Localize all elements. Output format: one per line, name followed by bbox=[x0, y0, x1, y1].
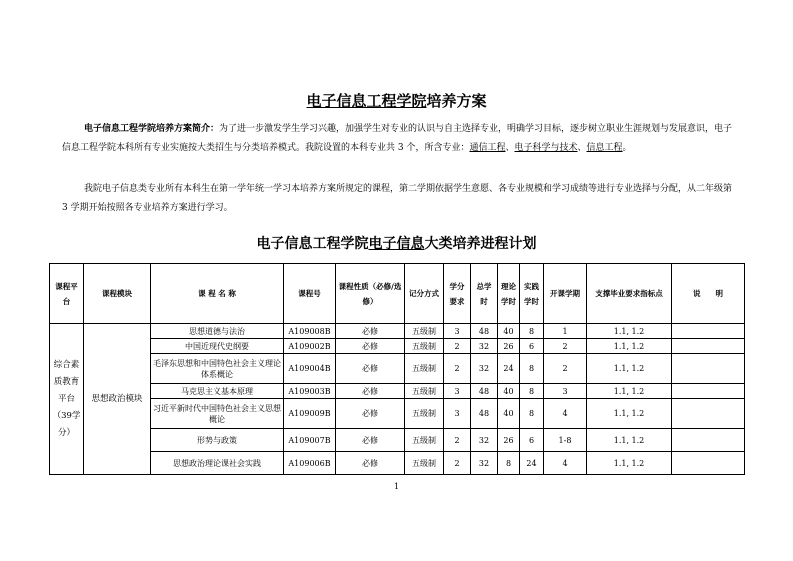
table-cell: A109006B bbox=[284, 452, 336, 475]
major-link: 电子科学与技术 bbox=[514, 143, 578, 153]
table-cell: 3 bbox=[444, 384, 471, 399]
page-number: 1 bbox=[393, 482, 400, 491]
table-cell: 五级制 bbox=[405, 324, 444, 339]
table-cell: 必修 bbox=[336, 354, 405, 384]
table-cell: 26 bbox=[498, 339, 520, 354]
table-cell: 1 bbox=[544, 324, 587, 339]
table-cell: 6 bbox=[520, 429, 544, 452]
sep: 。 bbox=[622, 143, 632, 153]
subtitle-part: 大类培养进程计划 bbox=[424, 236, 537, 252]
table-cell: 必修 bbox=[336, 339, 405, 354]
table-cell: 五级制 bbox=[405, 354, 444, 384]
table-cell: 8 bbox=[520, 354, 544, 384]
table-cell: 必修 bbox=[336, 399, 405, 429]
course-plan-table bbox=[49, 263, 745, 475]
table-cell: 26 bbox=[498, 429, 520, 452]
column-header: 开课学期 bbox=[544, 264, 587, 324]
table-row bbox=[50, 339, 745, 354]
table-cell: A109004B bbox=[284, 354, 336, 384]
table-cell: 4 bbox=[544, 452, 587, 475]
table-cell: 2 bbox=[544, 354, 587, 384]
major-link: 通信工程 bbox=[469, 143, 506, 153]
table-cell: 思想道德与法治 bbox=[151, 324, 284, 339]
column-header: 理论学时 bbox=[498, 264, 520, 324]
table-cell: 1.1, 1.2 bbox=[587, 429, 672, 452]
title-part: 培养方案 bbox=[426, 92, 487, 110]
second-paragraph: 我院电子信息类专业所有本科生在第一学年统一学习本培养方案所规定的课程，第二学期依据学生意愿、各专业规模和学习成绩等进行专业选择与分配，从二年级第 3 学期开始按照各专业培养方案进行学习。 bbox=[62, 184, 733, 213]
subtitle-part: 电子信息 bbox=[368, 236, 425, 252]
table-cell: 8 bbox=[520, 399, 544, 429]
intro-lead: 电子信息工程学院培养方案简介： bbox=[84, 124, 220, 134]
table-cell bbox=[672, 384, 745, 399]
table-cell: 五级制 bbox=[405, 339, 444, 354]
table-cell: 必修 bbox=[336, 324, 405, 339]
table-cell: 1.1, 1.2 bbox=[587, 354, 672, 384]
table-cell: 2 bbox=[444, 452, 471, 475]
table-row bbox=[50, 324, 745, 339]
table-cell: A109003B bbox=[284, 384, 336, 399]
sep: 、 bbox=[505, 143, 515, 153]
table-cell: 毛泽东思想和中国特色社会主义理论体系概论 bbox=[151, 354, 284, 384]
column-header: 记分方式 bbox=[405, 264, 444, 324]
table-cell: 32 bbox=[471, 452, 498, 475]
table-cell bbox=[672, 399, 745, 429]
table-cell: A109008B bbox=[284, 324, 336, 339]
table-cell bbox=[672, 339, 745, 354]
table-cell: 1.1, 1.2 bbox=[587, 384, 672, 399]
column-header: 学分要求 bbox=[444, 264, 471, 324]
major-link: 信息工程 bbox=[586, 143, 623, 153]
table-cell: 2 bbox=[544, 339, 587, 354]
table-cell: 24 bbox=[498, 354, 520, 384]
table-cell: 3 bbox=[444, 399, 471, 429]
table-cell: A109007B bbox=[284, 429, 336, 452]
table-cell: 习近平新时代中国特色社会主义思想概论 bbox=[151, 399, 284, 429]
table-row bbox=[50, 452, 745, 475]
table-cell: 2 bbox=[444, 429, 471, 452]
table-cell: 五级制 bbox=[405, 429, 444, 452]
column-header: 支撑毕业要求指标点 bbox=[587, 264, 672, 324]
platform-cell: 综合素质教育平台（39学分） bbox=[50, 324, 84, 475]
column-header: 课 程 名 称 bbox=[151, 264, 284, 324]
intro-text: 为了进一步激发学生学习兴趣，加强学生对专业的认识与自主选择专业，明确学习目标，逐步树立职业生涯规划与发展意识，电子信息工程学院本科所有专业实施按大类招生与分类培养模式。我院设置的本科专业共 3 个，所含专业： bbox=[62, 124, 733, 153]
table-row bbox=[50, 399, 745, 429]
column-header: 总学时 bbox=[471, 264, 498, 324]
table-cell bbox=[672, 354, 745, 384]
table-cell: 必修 bbox=[336, 452, 405, 475]
table-cell: 马克思主义基本原理 bbox=[151, 384, 284, 399]
table-cell: 1.1, 1.2 bbox=[587, 324, 672, 339]
table-cell: 思想政治理论课社会实践 bbox=[151, 452, 284, 475]
table-cell: 4 bbox=[544, 399, 587, 429]
table-cell: 8 bbox=[498, 452, 520, 475]
table-cell: 1.1, 1.2 bbox=[587, 399, 672, 429]
table-cell: 40 bbox=[498, 384, 520, 399]
table-cell: 32 bbox=[471, 339, 498, 354]
title-part: 电子信息工程学院 bbox=[306, 92, 427, 110]
table-cell: 五级制 bbox=[405, 399, 444, 429]
table-cell: 必修 bbox=[336, 429, 405, 452]
table-cell: 40 bbox=[498, 324, 520, 339]
table-cell: 五级制 bbox=[405, 452, 444, 475]
table-cell: 48 bbox=[471, 324, 498, 339]
header-row bbox=[50, 264, 745, 324]
table-cell: 必修 bbox=[336, 384, 405, 399]
intro-paragraph bbox=[62, 120, 734, 158]
table-cell: A109009B bbox=[284, 399, 336, 429]
table-row bbox=[50, 429, 745, 452]
column-header: 课程平台 bbox=[50, 264, 84, 324]
table-cell: 48 bbox=[471, 384, 498, 399]
table-cell bbox=[672, 324, 745, 339]
table-cell: 40 bbox=[498, 399, 520, 429]
sep: 、 bbox=[577, 143, 587, 153]
table-cell: 48 bbox=[471, 399, 498, 429]
subtitle-part: 电子信息工程学院 bbox=[256, 236, 369, 252]
table-cell: 8 bbox=[520, 324, 544, 339]
table-cell: 3 bbox=[444, 324, 471, 339]
table-cell: 五级制 bbox=[405, 384, 444, 399]
table-cell: 1.1, 1.2 bbox=[587, 452, 672, 475]
table-cell: 3 bbox=[544, 384, 587, 399]
page-title bbox=[0, 90, 793, 111]
column-header: 课程性质（必修/选修） bbox=[336, 264, 405, 324]
column-header: 实践学时 bbox=[520, 264, 544, 324]
table-cell: 24 bbox=[520, 452, 544, 475]
table-row bbox=[50, 384, 745, 399]
table-cell: A109002B bbox=[284, 339, 336, 354]
table-cell: 形势与政策 bbox=[151, 429, 284, 452]
table-cell: 2 bbox=[444, 339, 471, 354]
module-cell: 思想政治模块 bbox=[84, 324, 151, 475]
column-header: 课程模块 bbox=[84, 264, 151, 324]
table-cell: 中国近现代史纲要 bbox=[151, 339, 284, 354]
table-row bbox=[50, 354, 745, 384]
table-cell: 1-8 bbox=[544, 429, 587, 452]
column-header: 说 明 bbox=[672, 264, 745, 324]
table-cell: 32 bbox=[471, 429, 498, 452]
table-cell: 6 bbox=[520, 339, 544, 354]
table-cell: 1.1, 1.2 bbox=[587, 339, 672, 354]
table-cell bbox=[672, 429, 745, 452]
table-cell: 32 bbox=[471, 354, 498, 384]
table-cell: 2 bbox=[444, 354, 471, 384]
table-cell: 8 bbox=[520, 384, 544, 399]
column-header: 课程号 bbox=[284, 264, 336, 324]
table-cell bbox=[672, 452, 745, 475]
table-title bbox=[0, 233, 793, 253]
